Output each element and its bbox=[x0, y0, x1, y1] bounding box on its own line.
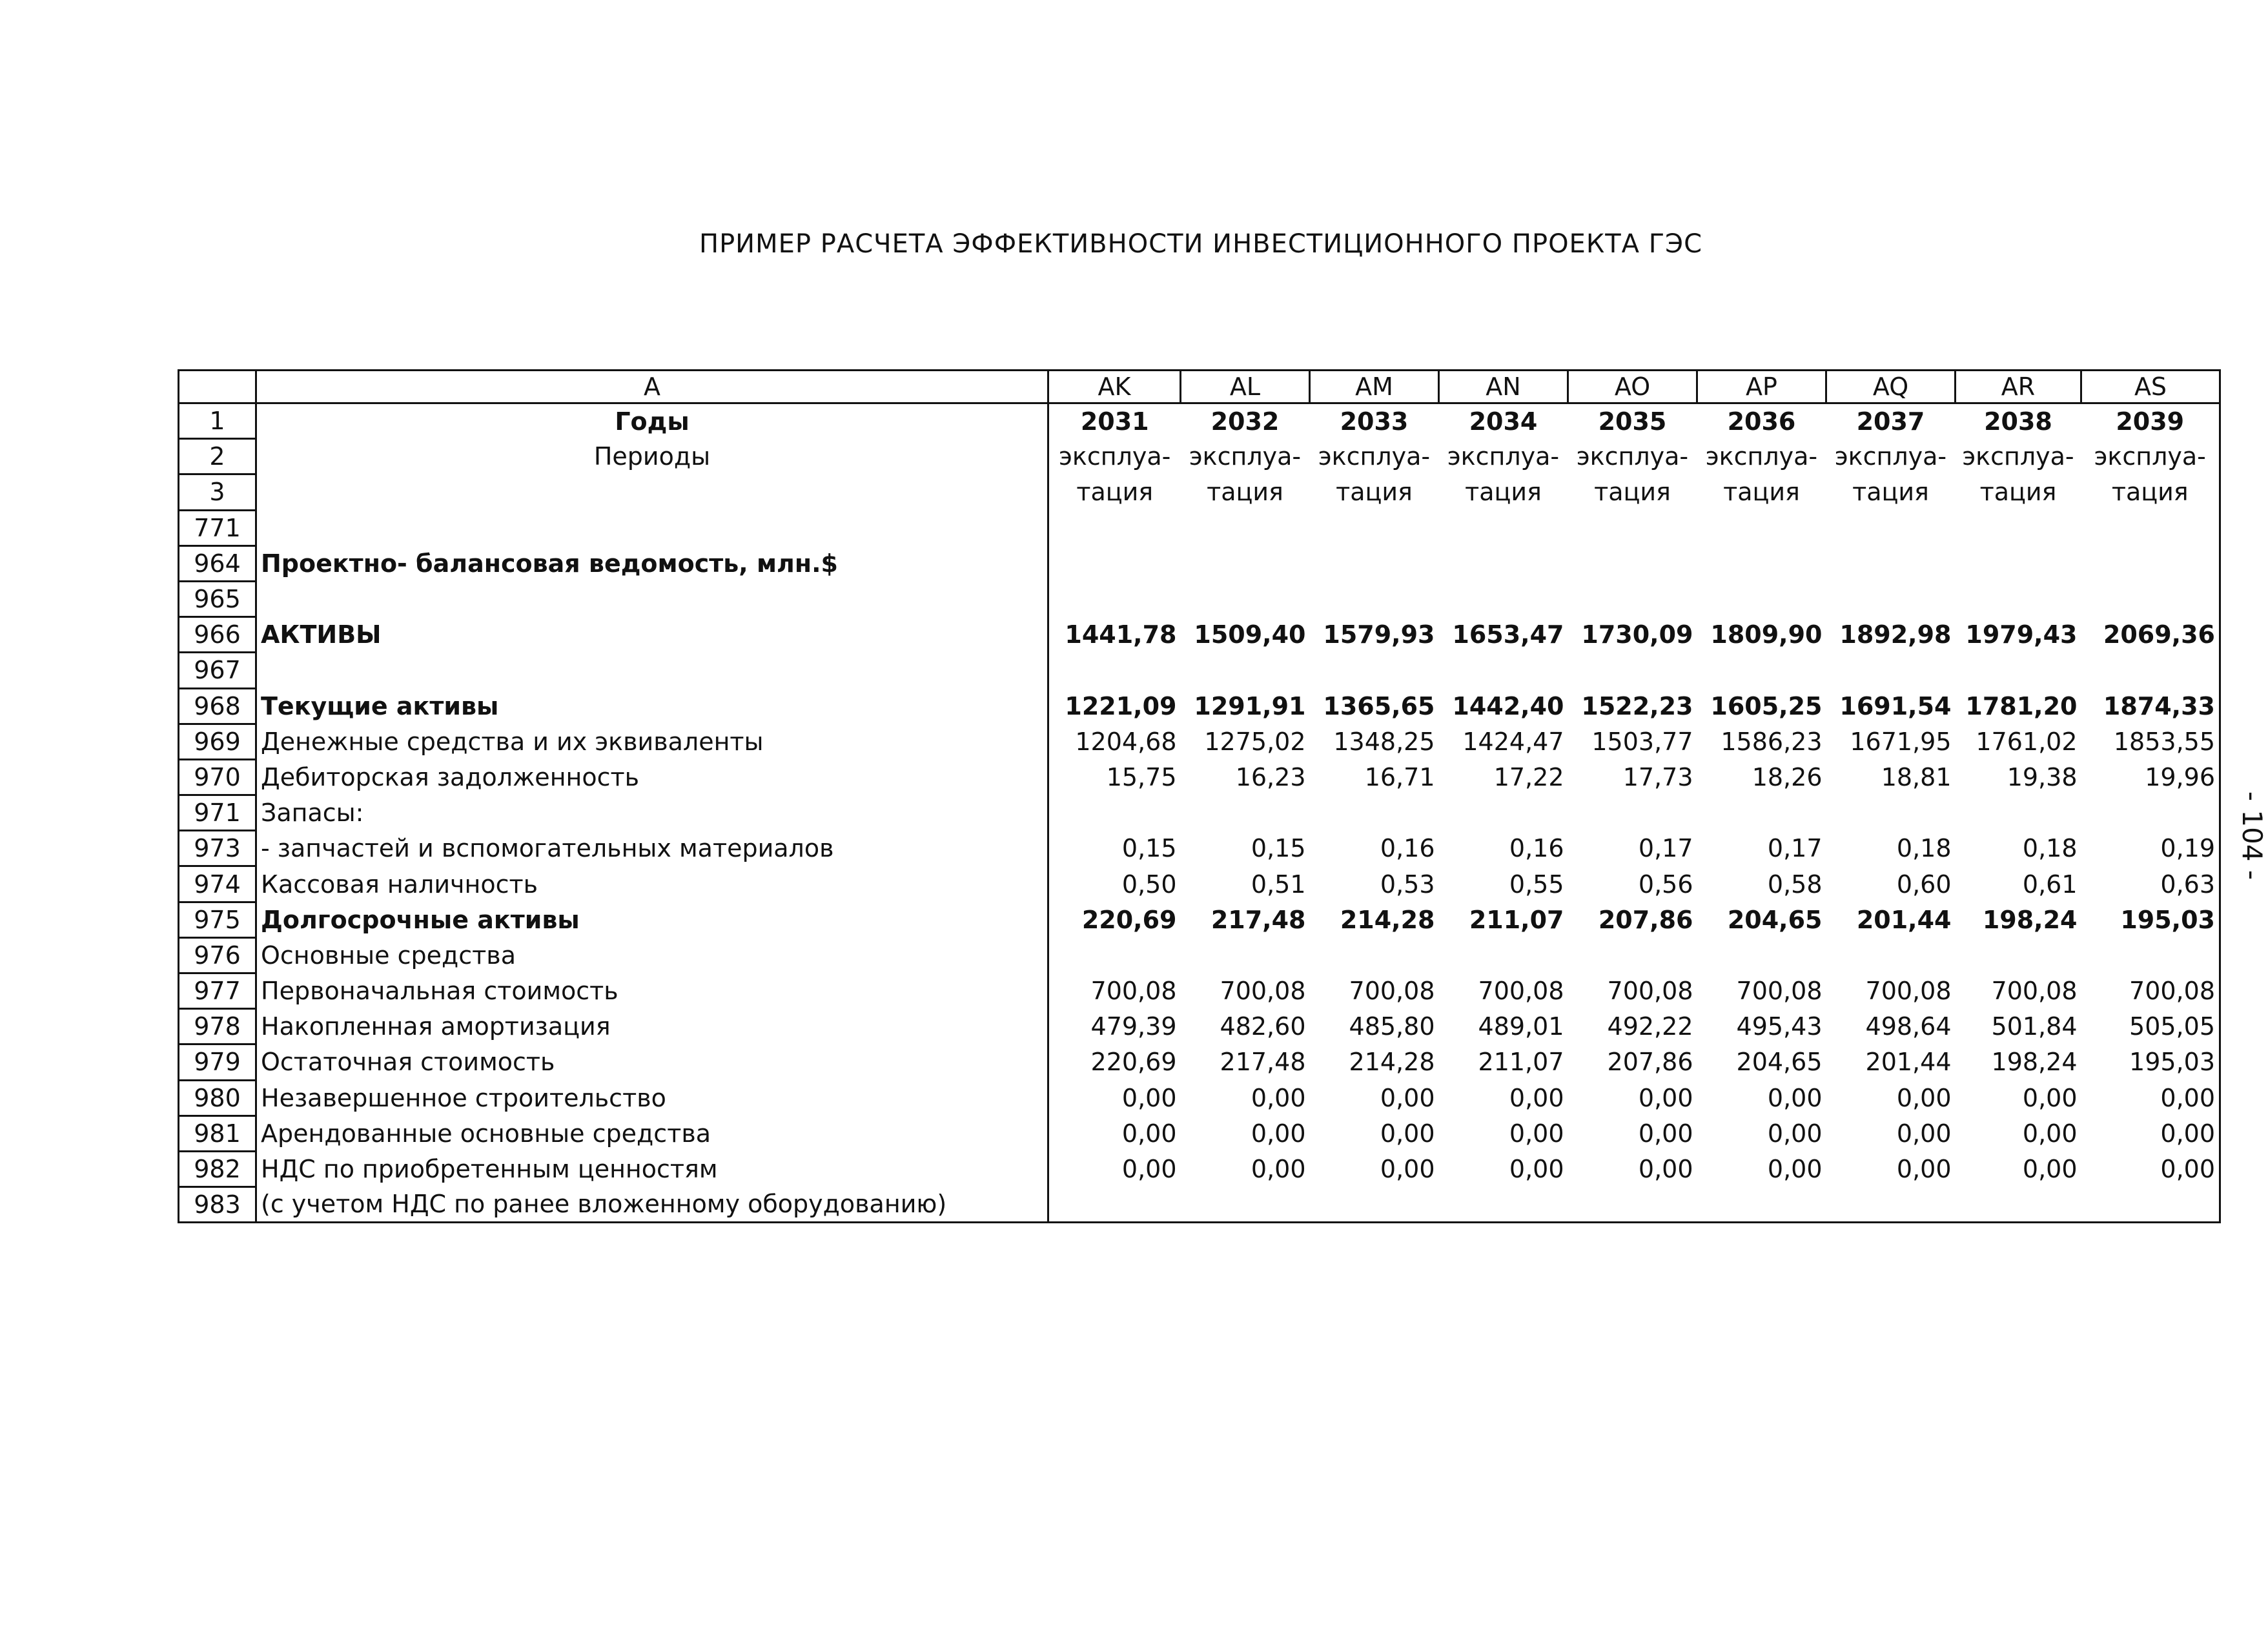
year-cell: 2031 bbox=[1080, 407, 1149, 436]
period-cell: эксплуа- bbox=[1189, 442, 1302, 471]
value-cell: 501,84 bbox=[1991, 1012, 2078, 1041]
value-cell: 1586,23 bbox=[1721, 727, 1823, 756]
column-letter-aq: AQ bbox=[1826, 371, 1956, 403]
table-row bbox=[179, 973, 2220, 1009]
row-label: Долгосрочные активы bbox=[256, 902, 1048, 937]
table-row bbox=[179, 724, 2220, 759]
value-cell: 0,00 bbox=[1121, 1083, 1177, 1112]
row-number: 981 bbox=[179, 1115, 256, 1151]
empty-values bbox=[1048, 937, 2220, 973]
table-row bbox=[179, 831, 2220, 866]
value-cell: 0,16 bbox=[1509, 834, 1564, 863]
value-cell: 0,00 bbox=[1767, 1083, 1823, 1112]
row-number: 964 bbox=[179, 545, 256, 581]
value-cell: 0,00 bbox=[2160, 1155, 2215, 1184]
value-cell: 0,00 bbox=[1380, 1155, 1435, 1184]
row-number: 983 bbox=[179, 1187, 256, 1223]
value-cell: 198,24 bbox=[1982, 905, 2078, 934]
row-label: АКТИВЫ bbox=[256, 617, 1048, 653]
value-cell: 211,07 bbox=[1469, 905, 1564, 934]
period-cell: эксплуа- bbox=[1962, 442, 2074, 471]
column-letter-a: A bbox=[256, 371, 1048, 403]
value-cell: 0,00 bbox=[1896, 1119, 1952, 1148]
value-cell: 700,08 bbox=[1865, 977, 1952, 1006]
empty-values bbox=[1048, 1187, 2220, 1223]
value-cell: 201,44 bbox=[1865, 1048, 1952, 1077]
empty-values bbox=[1048, 653, 2220, 688]
column-letter-an: AN bbox=[1439, 371, 1568, 403]
row-label: Запасы: bbox=[256, 795, 1048, 831]
table-row bbox=[179, 617, 2220, 653]
column-letter-ak: AK bbox=[1048, 371, 1181, 403]
period-cell: тация bbox=[1594, 478, 1671, 507]
period-cell: тация bbox=[2111, 478, 2189, 507]
value-cell: 0,00 bbox=[2160, 1083, 2215, 1112]
column-letter-ap: AP bbox=[1697, 371, 1826, 403]
value-cell: 19,38 bbox=[2007, 762, 2078, 791]
row-number: 967 bbox=[179, 653, 256, 688]
value-cell: 700,08 bbox=[1478, 977, 1564, 1006]
value-cell: 17,22 bbox=[1493, 762, 1564, 791]
value-cell: 15,75 bbox=[1106, 762, 1177, 791]
value-cell: 0,00 bbox=[1509, 1119, 1564, 1148]
table-row bbox=[179, 688, 2220, 724]
row-number: 975 bbox=[179, 902, 256, 937]
value-cell: 485,80 bbox=[1349, 1012, 1435, 1041]
column-letter-as: AS bbox=[2081, 371, 2220, 403]
row-number: 977 bbox=[179, 973, 256, 1009]
value-cell: 1204,68 bbox=[1075, 727, 1177, 756]
value-cell: 0,15 bbox=[1121, 834, 1177, 863]
period-cell: тация bbox=[1336, 478, 1413, 507]
value-cell: 217,48 bbox=[1220, 1048, 1306, 1077]
table-row bbox=[179, 795, 2220, 831]
row-number: 974 bbox=[179, 866, 256, 902]
column-letter-al: AL bbox=[1181, 371, 1310, 403]
row-number: 2 bbox=[179, 439, 256, 474]
empty-values bbox=[1048, 545, 2220, 581]
value-cell: 204,65 bbox=[1736, 1048, 1823, 1077]
row-number: 968 bbox=[179, 688, 256, 724]
value-cell: 0,00 bbox=[1121, 1119, 1177, 1148]
value-cell: 207,86 bbox=[1607, 1048, 1693, 1077]
value-cell: 0,00 bbox=[1896, 1155, 1952, 1184]
value-cell: 0,56 bbox=[1638, 870, 1693, 899]
empty-row bbox=[179, 510, 2220, 545]
value-cell: 0,00 bbox=[1121, 1155, 1177, 1184]
value-cell: 1605,25 bbox=[1710, 691, 1823, 720]
value-cell: 1441,78 bbox=[1065, 620, 1177, 649]
period-cell: эксплуа- bbox=[1834, 442, 1947, 471]
value-cell: 0,53 bbox=[1380, 870, 1435, 899]
empty-values bbox=[1048, 581, 2220, 616]
value-cell: 0,00 bbox=[1251, 1119, 1306, 1148]
year-cell: 2036 bbox=[1727, 407, 1796, 436]
value-cell: 1275,02 bbox=[1204, 727, 1306, 756]
value-cell: 1221,09 bbox=[1065, 691, 1177, 720]
period-cell: эксплуа- bbox=[1318, 442, 1431, 471]
value-cell: 0,55 bbox=[1509, 870, 1564, 899]
column-letter-ao: AO bbox=[1568, 371, 1697, 403]
row-number: 970 bbox=[179, 759, 256, 795]
table-row bbox=[179, 759, 2220, 795]
value-cell: 0,18 bbox=[2022, 834, 2078, 863]
value-cell: 16,71 bbox=[1364, 762, 1435, 791]
value-cell: 700,08 bbox=[2129, 977, 2215, 1006]
row-number: 971 bbox=[179, 795, 256, 831]
value-cell: 700,08 bbox=[1349, 977, 1435, 1006]
value-cell: 492,22 bbox=[1607, 1012, 1693, 1041]
period-cell: тация bbox=[1852, 478, 1929, 507]
value-cell: 2069,36 bbox=[2103, 620, 2215, 649]
page-title: ПРИМЕР РАСЧЕТА ЭФФЕКТИВНОСТИ ИНВЕСТИЦИОННОГО ПРОЕКТА ГЭС bbox=[699, 229, 1702, 259]
row-label: Первоначальная стоимость bbox=[256, 973, 1048, 1009]
empty-values bbox=[1048, 510, 2220, 545]
value-cell: 0,50 bbox=[1121, 870, 1177, 899]
value-cell: 1522,23 bbox=[1581, 691, 1693, 720]
value-cell: 0,00 bbox=[1380, 1119, 1435, 1148]
value-cell: 1653,47 bbox=[1452, 620, 1564, 649]
column-letter-am: AM bbox=[1310, 371, 1439, 403]
value-cell: 18,81 bbox=[1881, 762, 1952, 791]
row-number: 771 bbox=[179, 510, 256, 545]
year-cell: 2032 bbox=[1211, 407, 1280, 436]
balance-sheet-table bbox=[178, 369, 2221, 1223]
periods-row bbox=[179, 439, 2220, 474]
value-cell: 0,60 bbox=[1896, 870, 1952, 899]
empty-label bbox=[256, 474, 1048, 510]
value-cell: 0,00 bbox=[1509, 1155, 1564, 1184]
table-row bbox=[179, 937, 2220, 973]
period-cell: эксплуа- bbox=[2094, 442, 2206, 471]
value-cell: 0,00 bbox=[1251, 1083, 1306, 1112]
value-cell: 19,96 bbox=[2145, 762, 2215, 791]
row-number: 965 bbox=[179, 581, 256, 616]
value-cell: 18,26 bbox=[1752, 762, 1823, 791]
row-number: 979 bbox=[179, 1044, 256, 1080]
table-row bbox=[179, 1187, 2220, 1223]
value-cell: 0,00 bbox=[1509, 1083, 1564, 1112]
table-row bbox=[179, 1044, 2220, 1080]
period-cell: эксплуа- bbox=[1059, 442, 1171, 471]
value-cell: 1853,55 bbox=[2113, 727, 2215, 756]
periods-row-continued bbox=[179, 474, 2220, 510]
row-number: 982 bbox=[179, 1151, 256, 1187]
value-cell: 0,00 bbox=[1767, 1155, 1823, 1184]
value-cell: 0,63 bbox=[2160, 870, 2215, 899]
value-cell: 0,61 bbox=[2022, 870, 2078, 899]
row-label: Текущие активы bbox=[256, 688, 1048, 724]
empty-label bbox=[256, 581, 1048, 616]
value-cell: 1781,20 bbox=[1965, 691, 2078, 720]
value-cell: 700,08 bbox=[1090, 977, 1177, 1006]
empty-values bbox=[1048, 795, 2220, 831]
value-cell: 0,17 bbox=[1767, 834, 1823, 863]
value-cell: 1730,09 bbox=[1581, 620, 1693, 649]
period-cell: эксплуа- bbox=[1576, 442, 1689, 471]
value-cell: 700,08 bbox=[1736, 977, 1823, 1006]
periods-label: Периоды bbox=[256, 439, 1048, 474]
row-number: 976 bbox=[179, 937, 256, 973]
empty-label bbox=[256, 510, 1048, 545]
page-number: - 104 - bbox=[2236, 791, 2268, 881]
column-header-row bbox=[179, 371, 2220, 403]
value-cell: 0,00 bbox=[2022, 1155, 2078, 1184]
value-cell: 1365,65 bbox=[1323, 691, 1435, 720]
row-number: 980 bbox=[179, 1080, 256, 1115]
year-cell: 2037 bbox=[1856, 407, 1925, 436]
value-cell: 0,00 bbox=[1380, 1083, 1435, 1112]
year-cell: 2033 bbox=[1340, 407, 1409, 436]
value-cell: 201,44 bbox=[1856, 905, 1952, 934]
value-cell: 700,08 bbox=[1220, 977, 1306, 1006]
value-cell: 1424,47 bbox=[1462, 727, 1564, 756]
row-label: - запчастей и вспомогательных материалов bbox=[256, 831, 1048, 866]
period-cell: тация bbox=[1979, 478, 2057, 507]
row-label: Незавершенное строительство bbox=[256, 1080, 1048, 1115]
value-cell: 482,60 bbox=[1220, 1012, 1306, 1041]
value-cell: 198,24 bbox=[1991, 1048, 2078, 1077]
year-cell: 2034 bbox=[1469, 407, 1538, 436]
value-cell: 1691,54 bbox=[1839, 691, 1952, 720]
value-cell: 0,00 bbox=[1251, 1155, 1306, 1184]
row-label: Основные средства bbox=[256, 937, 1048, 973]
value-cell: 0,00 bbox=[1638, 1119, 1693, 1148]
value-cell: 0,17 bbox=[1638, 834, 1693, 863]
table-row bbox=[179, 1115, 2220, 1151]
value-cell: 217,48 bbox=[1211, 905, 1306, 934]
value-cell: 1348,25 bbox=[1333, 727, 1435, 756]
year-cell: 2035 bbox=[1598, 407, 1667, 436]
years-row bbox=[179, 403, 2220, 439]
section-title: Проектно- балансовая ведомость, млн.$ bbox=[256, 545, 1048, 581]
value-cell: 498,64 bbox=[1865, 1012, 1952, 1041]
value-cell: 17,73 bbox=[1622, 762, 1693, 791]
value-cell: 0,00 bbox=[2022, 1083, 2078, 1112]
value-cell: 1874,33 bbox=[2103, 691, 2215, 720]
row-label: НДС по приобретенным ценностям bbox=[256, 1151, 1048, 1187]
row-number: 1 bbox=[179, 403, 256, 439]
value-cell: 489,01 bbox=[1478, 1012, 1564, 1041]
row-label: Кассовая наличность bbox=[256, 866, 1048, 902]
value-cell: 207,86 bbox=[1598, 905, 1693, 934]
table-row bbox=[179, 902, 2220, 937]
value-cell: 0,00 bbox=[2022, 1119, 2078, 1148]
value-cell: 0,15 bbox=[1251, 834, 1306, 863]
empty-label bbox=[256, 653, 1048, 688]
value-cell: 0,00 bbox=[1896, 1083, 1952, 1112]
value-cell: 479,39 bbox=[1090, 1012, 1177, 1041]
value-cell: 195,03 bbox=[2129, 1048, 2215, 1077]
period-cell: тация bbox=[1723, 478, 1800, 507]
column-letter-ar: AR bbox=[1956, 371, 2081, 403]
value-cell: 220,69 bbox=[1090, 1048, 1177, 1077]
row-label: Остаточная стоимость bbox=[256, 1044, 1048, 1080]
value-cell: 1579,93 bbox=[1323, 620, 1435, 649]
value-cell: 1509,40 bbox=[1194, 620, 1306, 649]
value-cell: 1761,02 bbox=[1976, 727, 2078, 756]
value-cell: 1671,95 bbox=[1850, 727, 1952, 756]
period-cell: тация bbox=[1465, 478, 1542, 507]
value-cell: 495,43 bbox=[1736, 1012, 1823, 1041]
section-title-row bbox=[179, 545, 2220, 581]
row-label: Дебиторская задолженность bbox=[256, 759, 1048, 795]
value-cell: 0,51 bbox=[1251, 870, 1306, 899]
row-number: 978 bbox=[179, 1009, 256, 1044]
value-cell: 220,69 bbox=[1081, 905, 1177, 934]
year-cell: 2039 bbox=[2116, 407, 2185, 436]
empty-row bbox=[179, 653, 2220, 688]
corner-cell bbox=[179, 371, 256, 403]
value-cell: 1442,40 bbox=[1452, 691, 1564, 720]
table-row bbox=[179, 1080, 2220, 1115]
table-row bbox=[179, 1009, 2220, 1044]
row-label: Денежные средства и их эквиваленты bbox=[256, 724, 1048, 759]
year-cell: 2038 bbox=[1984, 407, 2052, 436]
value-cell: 0,00 bbox=[1767, 1119, 1823, 1148]
row-label: (с учетом НДС по ранее вложенному оборудованию) bbox=[256, 1187, 1048, 1223]
value-cell: 0,58 bbox=[1767, 870, 1823, 899]
row-label: Арендованные основные средства bbox=[256, 1115, 1048, 1151]
value-cell: 1892,98 bbox=[1839, 620, 1952, 649]
table-row bbox=[179, 866, 2220, 902]
table-row bbox=[179, 1151, 2220, 1187]
value-cell: 0,18 bbox=[1896, 834, 1952, 863]
value-cell: 1291,91 bbox=[1194, 691, 1306, 720]
value-cell: 211,07 bbox=[1478, 1048, 1564, 1077]
row-number: 973 bbox=[179, 831, 256, 866]
years-label: Годы bbox=[256, 403, 1048, 439]
value-cell: 204,65 bbox=[1727, 905, 1823, 934]
value-cell: 214,28 bbox=[1349, 1048, 1435, 1077]
value-cell: 0,00 bbox=[1638, 1155, 1693, 1184]
period-cell: тация bbox=[1207, 478, 1283, 507]
period-cell: эксплуа- bbox=[1447, 442, 1560, 471]
row-number: 3 bbox=[179, 474, 256, 510]
value-cell: 0,00 bbox=[1638, 1083, 1693, 1112]
value-cell: 0,00 bbox=[2160, 1119, 2215, 1148]
value-cell: 700,08 bbox=[1607, 977, 1693, 1006]
empty-row bbox=[179, 581, 2220, 616]
value-cell: 0,19 bbox=[2160, 834, 2215, 863]
value-cell: 16,23 bbox=[1235, 762, 1306, 791]
value-cell: 214,28 bbox=[1340, 905, 1435, 934]
value-cell: 0,16 bbox=[1380, 834, 1435, 863]
value-cell: 195,03 bbox=[2120, 905, 2215, 934]
value-cell: 1809,90 bbox=[1710, 620, 1823, 649]
row-label: Накопленная амортизация bbox=[256, 1009, 1048, 1044]
value-cell: 505,05 bbox=[2129, 1012, 2215, 1041]
value-cell: 700,08 bbox=[1991, 977, 2078, 1006]
period-cell: эксплуа- bbox=[1705, 442, 1818, 471]
row-number: 966 bbox=[179, 617, 256, 653]
period-cell: тация bbox=[1076, 478, 1154, 507]
value-cell: 1503,77 bbox=[1591, 727, 1693, 756]
row-number: 969 bbox=[179, 724, 256, 759]
value-cell: 1979,43 bbox=[1965, 620, 2078, 649]
